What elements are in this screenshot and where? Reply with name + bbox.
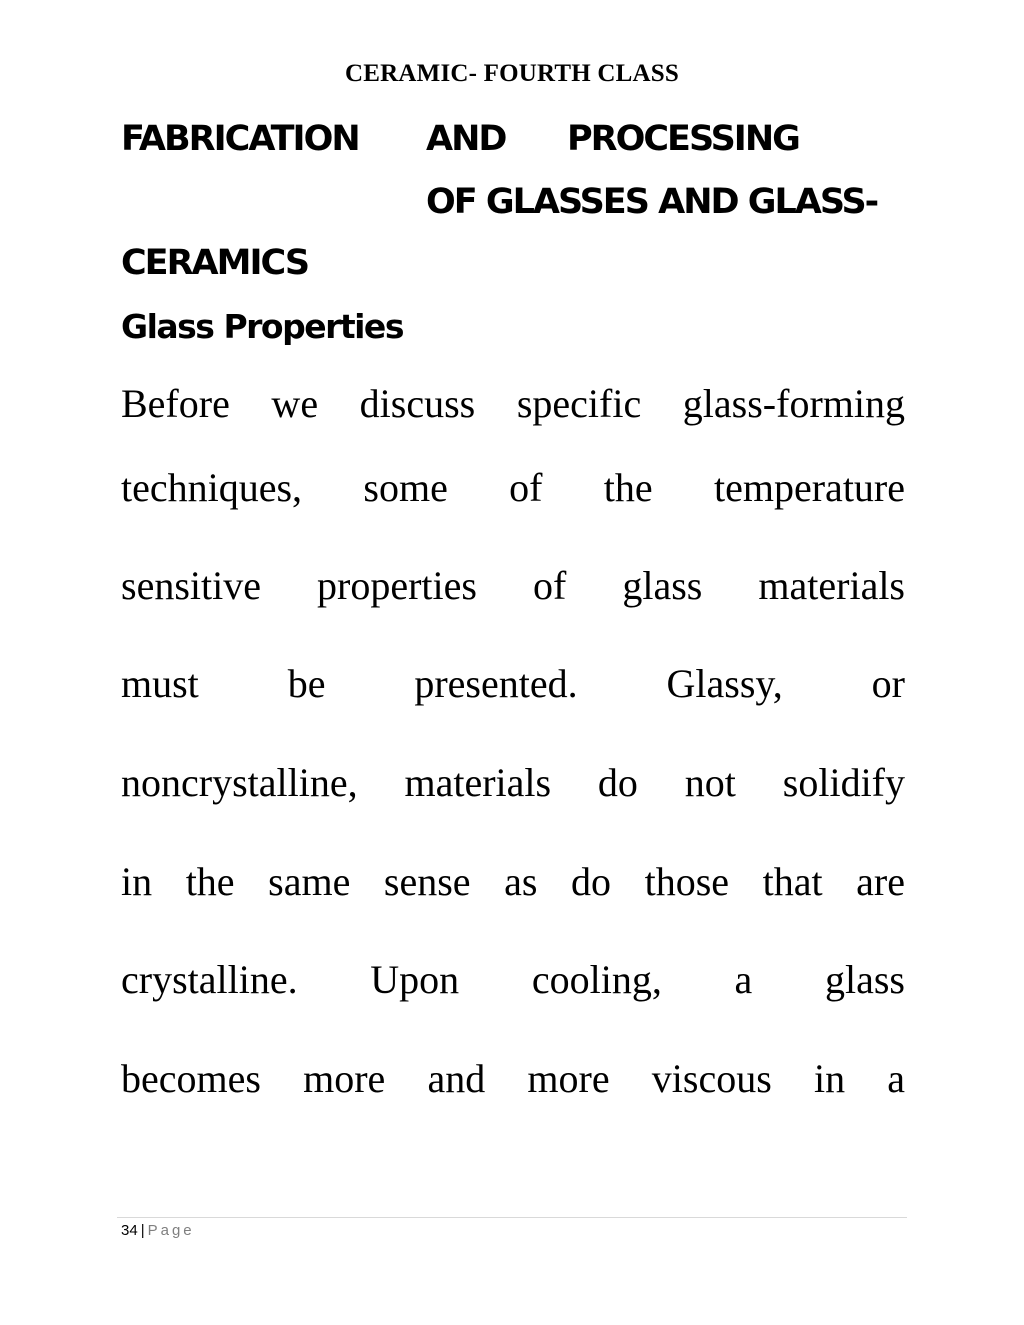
chapter-title-word-processing: PROCESSING (567, 119, 799, 159)
body-line: crystalline. Upon cooling, a glass (121, 957, 905, 1002)
body-line: techniques, some of the temperature (121, 465, 905, 510)
chapter-title-word-and: AND (426, 119, 506, 159)
page-footer (121, 1222, 195, 1239)
body-line: in the same sense as do those that are (121, 859, 905, 904)
page-label: Page (147, 1222, 195, 1239)
body-line: noncrystalline, materials do not solidify (121, 760, 905, 805)
body-line: becomes more and more viscous in a (121, 1056, 905, 1101)
footer-separator: | (140, 1222, 145, 1239)
page-number: 34 (121, 1222, 138, 1239)
body-line: must be presented. Glassy, or (121, 661, 905, 706)
chapter-title-line-2: OF GLASSES AND GLASS- (426, 182, 878, 222)
section-heading: Glass Properties (121, 307, 403, 346)
chapter-title-word-fabrication: FABRICATION (121, 119, 359, 159)
chapter-title-line-3: CERAMICS (121, 243, 309, 283)
footer-divider (117, 1217, 907, 1218)
document-header: CERAMIC- FOURTH CLASS (345, 60, 679, 87)
body-line: sensitive properties of glass materials (121, 563, 905, 608)
body-line: Before we discuss specific glass-forming (121, 381, 905, 426)
